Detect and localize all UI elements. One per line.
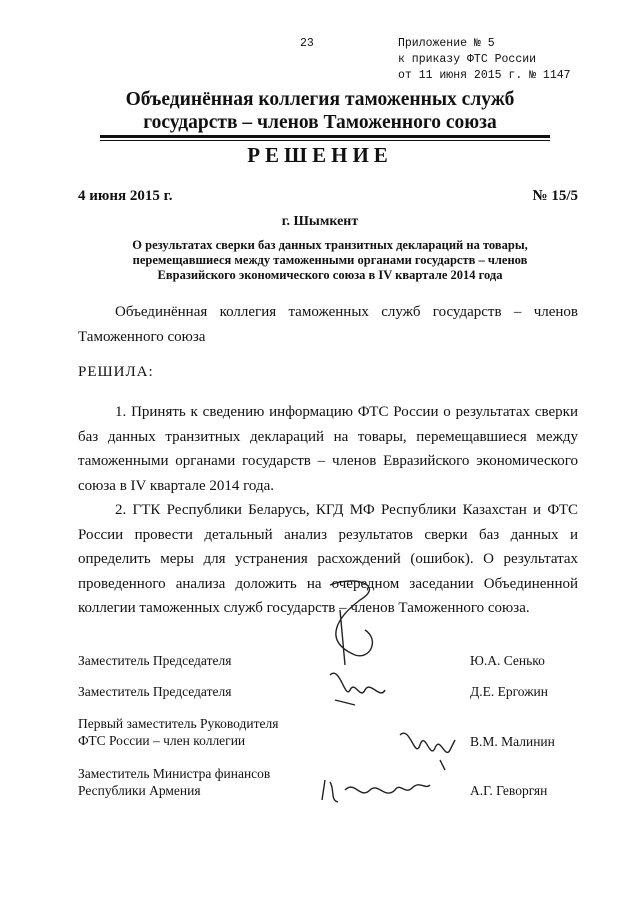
signatory-name: В.М. Малинин [470, 734, 555, 749]
city: г. Шымкент [281, 214, 359, 229]
signature-malinin [400, 733, 455, 770]
page-number: 23 [300, 37, 314, 50]
signatory-position: Заместитель Председателя [78, 684, 232, 699]
signature-senko [330, 581, 372, 665]
document-number: № 15/5 [532, 188, 578, 204]
annex-line: Приложение № 5 [398, 37, 495, 50]
signatory-name: Ю.А. Сенько [470, 653, 545, 668]
signatory-position: Заместитель Председателя [78, 653, 232, 668]
org-line: государств – членов Таможенного союза [143, 112, 497, 133]
subject-line: О результатах сверки баз данных транзитных деклараций на товары, [132, 238, 528, 252]
item-text: 1. Принять к сведению информацию ФТС России о результатах сверки баз данных транзитных деклараций на товары, перемещавшиеся между таможенными органами государств – членов Евразийского экономического союза в IV квартале 2014 года. [78, 404, 578, 494]
document-type: РЕШЕНИЕ [247, 143, 393, 167]
org-line: Объединённая коллегия таможенных служб [125, 89, 515, 110]
document-date: 4 июня 2015 г. [78, 188, 173, 204]
signatory-position: Заместитель Министра финансов Республики Армения [78, 766, 271, 798]
preamble-text: Объединённая коллегия таможенных служб государств – членов Таможенного союза [78, 304, 578, 345]
signature-ergozhin [330, 673, 385, 705]
annex-line: к приказу ФТС России [398, 53, 537, 66]
subject-line: Евразийского экономического союза в IV квартале 2014 года [157, 268, 503, 282]
signature-gevorgyan [322, 780, 430, 802]
annex-line: от 11 июня 2015 г. № 1147 [398, 69, 571, 82]
item-text: 2. ГТК Республики Беларусь, КГД МФ Республики Казахстан и ФТС России провести детальный анализ результатов сверки баз данных и определить меры для устранения расхождений (ошибок). О результатах проведенного анализа доложить на очередном заседании Объединенной коллегии таможенных служб государств – членов Таможенного союза. [78, 502, 578, 616]
resolved-heading: РЕШИЛА: [78, 364, 154, 380]
signatory-name: А.Г. Геворгян [470, 783, 548, 798]
signatory-position: Первый заместитель Руководителя ФТС России – член коллегии [78, 716, 279, 748]
signatory-name: Д.Е. Ергожин [470, 684, 548, 699]
subject-line: перемещавшиеся между таможенными органами государств – членов [132, 253, 528, 267]
